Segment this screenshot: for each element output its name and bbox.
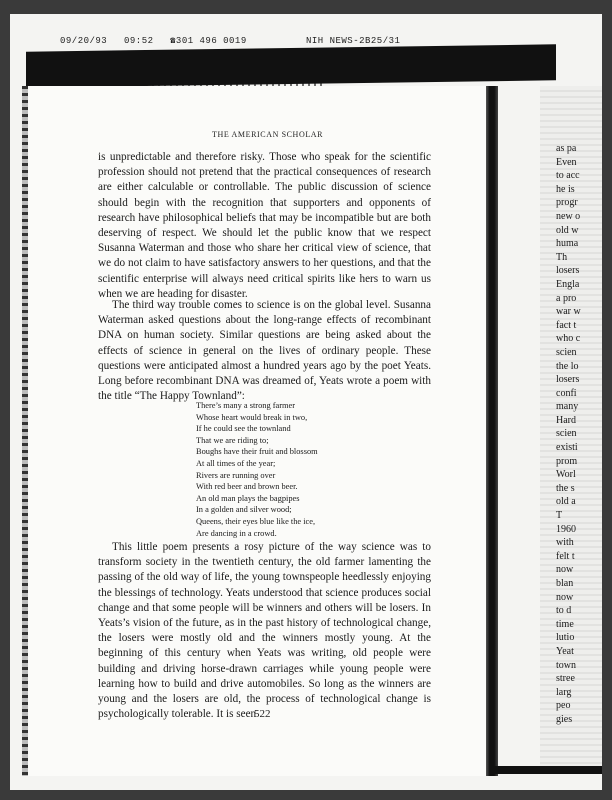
paragraph-3: This little poem presents a rosy picture of the way science was to transform society in the twentieth century, the old farmer lamenting the passing of the old way of life, the young townspeople heedlessly enjoying the blessings of technology. Yeats understood that science produces social change and that some people will be winners and others will be losers. In Yeats’s vision of the future, as in the past history of technological change, the losers were mostly old and the winners mostly young. At the beginning of this century when Yeats was writing, old people were building and driving horse-drawn carriages while young people were learning how to build and drive automobiles. So long as the winners are young and the losers are old, the process of technological change is psychologically tolerable. It is seen (98, 541, 431, 721)
facing-page-line: losers (556, 374, 580, 386)
facing-page-line: peo (556, 700, 571, 712)
facing-page-line: new o (556, 210, 581, 222)
scan-bottom-shadow (490, 766, 602, 774)
poem (196, 400, 396, 539)
facing-page-line: many (556, 401, 579, 413)
facing-page-line: scien (556, 346, 577, 358)
facing-page-line: the s (556, 482, 575, 494)
facing-page-line: old a (556, 496, 576, 508)
facing-page-line: to acc (556, 170, 580, 182)
facing-page-line: stree (556, 673, 575, 685)
poem-line: At all times of the year; (196, 458, 276, 468)
poem-line: With red beer and brown beer. (196, 482, 298, 492)
poem-line: Boughs have their fruit and blossom (196, 447, 318, 457)
facing-page-line: Engla (556, 278, 580, 290)
fax-time: 09:52 (124, 36, 154, 46)
poem-line: In a golden and silver wood; (196, 505, 292, 515)
facing-page-line: as pa (556, 143, 577, 154)
facing-page-line: progr (556, 197, 578, 209)
facing-page-line: time (556, 618, 574, 630)
facing-page-line: Worl (556, 469, 576, 481)
poem-line: That we are riding to; (196, 435, 269, 445)
poem-line: Rivers are running over (196, 470, 276, 480)
poem-line: Are dancing in a crowd. (196, 528, 277, 538)
facing-page-line: Even (556, 156, 577, 168)
poem-line: Whose heart would break in two, (196, 412, 308, 422)
facing-page-line: huma (556, 238, 579, 250)
poem-line: If he could see the townland (196, 424, 291, 434)
facing-page-line: Yeat (556, 645, 574, 657)
facing-page-line: felt t (556, 550, 575, 562)
fax-sender: NIH NEWS-2B25/31 (306, 36, 401, 46)
facing-page-line: fact t (556, 319, 577, 331)
facing-page-line: now (556, 564, 574, 576)
poem-line: There’s many a strong farmer (196, 401, 296, 410)
facing-page-line: losers (556, 265, 580, 277)
paragraph-2: The third way trouble comes to science is on the global level. Susanna Waterman asked questions about the long-range effects of recombinant DNA on human society. Similar questions are being asked about the effects of science in general on the lives of ordinary people. These questions were anticipated almost a hundred years ago by the poet Yeats. Long before recombinant DNA was dreamed of, Yeats wrote a poem with the title “The Happy Townland”: (98, 299, 431, 403)
fax-date: 09/20/93 (60, 36, 108, 46)
facing-page-line: to d (556, 605, 572, 617)
facing-page-line: lutio (556, 632, 575, 644)
facing-page-line: with (556, 537, 574, 549)
facing-page-line: he is (556, 183, 575, 195)
facing-page-line: larg (556, 686, 572, 698)
facing-page-line: 1960 (556, 523, 576, 535)
facing-page-line: town (556, 659, 576, 671)
facing-page-line: scien (556, 428, 577, 440)
facing-page-line: T (556, 510, 563, 522)
facing-page-line: prom (556, 455, 578, 467)
facing-page-line: a pro (556, 292, 577, 304)
running-head: THE AMERICAN SCHOLAR (212, 130, 324, 139)
facing-page-line: gies (556, 713, 573, 725)
facing-page-line: Hard (556, 414, 576, 426)
facing-page-line: now (556, 591, 574, 603)
poem-line: Queens, their eyes blue like the ice, (196, 516, 316, 526)
facing-page-line: war w (556, 306, 581, 318)
paragraph-1: is unpredictable and therefore risky. Those who speak for the scientific profession should not pretend that the practical consequences of research are either calculable or controllable. The public discussion of science should begin with the recognition that supporters and opponents of research have philosophical beliefs that may be incompatible but are both deserving of respect. We should let the public know that we respect Susanna Waterman and those who share her critical view of science, that we do not claim to have satisfactory answers to her questions, and that the scientific enterprise will always need critical spirits like hers to warn us when we are heading for disaster. (98, 151, 431, 300)
facing-page-line: blan (556, 578, 574, 589)
page-number: 522 (254, 708, 271, 720)
facing-page-line: Th (556, 251, 568, 263)
facing-page-column (556, 142, 596, 727)
facing-page-line: old w (556, 224, 579, 236)
book-gutter-shadow (486, 86, 498, 776)
facing-page-line: the lo (556, 360, 579, 372)
fax-phone: ☎301 496 0019 (170, 36, 247, 46)
facing-page-line: existi (556, 442, 578, 454)
facing-page-line: who c (556, 333, 581, 345)
facing-page-line: confi (556, 387, 577, 399)
poem-line: An old man plays the bagpipes (196, 493, 300, 503)
